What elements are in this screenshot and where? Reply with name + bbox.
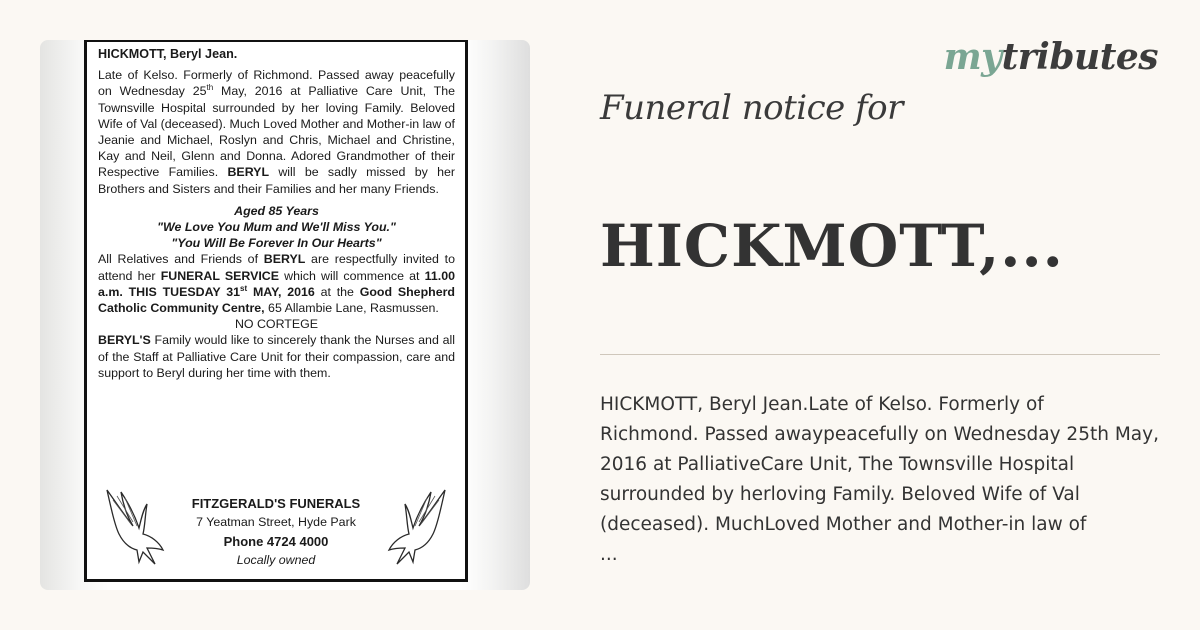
funeral-notice-clipping bbox=[84, 40, 468, 582]
funeral-home-name: FITZGERALD'S FUNERALS bbox=[191, 496, 361, 511]
funeral-home-phone: Phone 4724 4000 bbox=[223, 534, 329, 549]
notice-quote-2: "You Will Be Forever In Our Hearts" bbox=[171, 236, 382, 251]
funeral-home-block bbox=[87, 494, 465, 570]
mytributes-logo[interactable]: mytributes bbox=[943, 36, 1158, 78]
deceased-name-title: HICKMOTT,... bbox=[600, 212, 1064, 280]
notice-quote-1: "We Love You Mum and We'll Miss You." bbox=[157, 220, 396, 235]
notice-age: Aged 85 Years bbox=[234, 203, 319, 218]
notice-image-card bbox=[40, 40, 530, 590]
notice-paragraph-3: BERYL'S Family would like to sincerely thank the Nurses and all of the Staff at Palliative Care Unit for their compassion, care and support to Beryl during her time with them. bbox=[98, 333, 455, 380]
funeral-home-tagline: Locally owned bbox=[236, 553, 316, 567]
funeral-home-address: 7 Yeatman Street, Hyde Park bbox=[196, 515, 356, 529]
divider bbox=[600, 354, 1160, 355]
notice-summary-text: HICKMOTT, Beryl Jean.Late of Kelso. Formerly of Richmond. Passed awaypeacefully on Wednesday 25th May, 2016 at PalliativeCare Unit, The Townsville Hospital surrounded by herloving Family. Beloved Wife of Val (deceased). MuchLoved Mother and Mother-in law of ... bbox=[600, 394, 1159, 565]
notice-heading: HICKMOTT, Beryl Jean. bbox=[98, 47, 238, 61]
notice-no-cortege: NO CORTEGE bbox=[234, 317, 319, 332]
notice-paragraph-2: All Relatives and Friends of BERYL are respectfully invited to attend her FUNERAL SERVICE which will commence at 11.00 a.m. THIS TUESDAY 31st MAY, 2016 at the Good Shepherd Catholic Community Centre, 65 Allambie Lane, Rasmussen. bbox=[98, 252, 455, 316]
page-lead: Funeral notice for bbox=[600, 88, 903, 128]
notice-paragraph-1: Late of Kelso. Formerly of Richmond. Passed away peacefully on Wednesday 25th May, 2016 at Palliative Care Unit, The Townsville Hospital surrounded by her loving Family. Beloved Wife of Val (deceased). Much Loved Mother and Mother-in law of Jeanie and Michael, Roslyn and Chris, Michael and Christine, Kay and Neil, Glenn and Donna. Adored Grandmother of their Respective Families. BERYL will be sadly missed by her Brothers and Sisters and their Families and her many Friends. bbox=[98, 68, 456, 196]
